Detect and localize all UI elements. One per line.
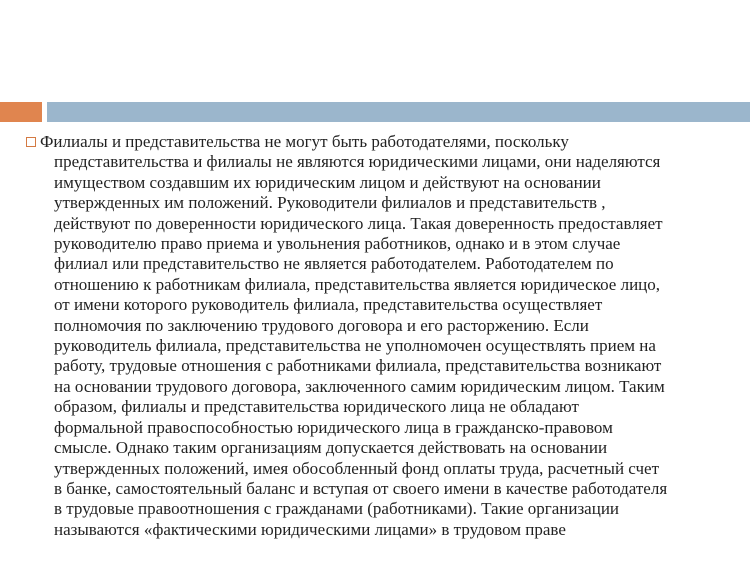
- paragraph-line: руководитель филиала, представительства не уполномочен осуществлять прием на: [54, 336, 656, 356]
- paragraph-line: смысле. Однако таким организациям допускается действовать на основании: [54, 438, 608, 458]
- paragraph-line: филиал или представительство не является работодателем. Работодателем по: [54, 254, 614, 274]
- paragraph-line: руководителю право приема и увольнения работников, однако и в этом случае: [54, 234, 621, 254]
- paragraph-line: действуют по доверенности юридического лица. Такая доверенность предоставляет: [54, 213, 663, 233]
- paragraph-line: Филиалы и представительства не могут быть работодателями, поскольку: [40, 132, 569, 151]
- paragraph-line: утвержденных положений, имея обособленный фонд оплаты труда, расчетный счет: [54, 458, 660, 478]
- paragraph-line: отношению к работникам филиала, представительства является юридическое лицо,: [54, 274, 661, 294]
- accent-bar-blue: [47, 102, 750, 122]
- paragraph-line: имуществом создавшим их юридическим лицом и действуют на основании: [54, 172, 601, 192]
- slide-content: [26, 132, 740, 540]
- paragraph-line: образом, филиалы и представительства юридического лица не обладают: [54, 397, 579, 417]
- paragraph-line: формальной правоспособностью юридического лица в гражданско-правовом: [54, 417, 613, 437]
- hollow-square-bullet-icon: [26, 137, 36, 147]
- paragraph: [26, 132, 740, 540]
- paragraph-line: представительства и филиалы не являются юридическими лицами, они наделяются: [54, 152, 661, 172]
- paragraph-line: называются «фактическими юридическими лицами» в трудовом праве: [54, 519, 566, 539]
- paragraph-line: в банке, самостоятельный баланс и вступая от своего имени в качестве работодателя: [54, 478, 668, 498]
- paragraph-line: на основании трудового договора, заключенного самим юридическим лицом. Таким: [54, 376, 665, 396]
- paragraph-line: от имени которого руководитель филиала, представительства осуществляет: [54, 295, 603, 315]
- paragraph-line: утвержденных им положений. Руководители филиалов и представительств ,: [54, 193, 606, 213]
- accent-bar-orange: [0, 102, 42, 122]
- paragraph-line: полномочия по заключению трудового договора и его расторжению. Если: [54, 315, 589, 335]
- paragraph-line: в трудовые правоотношения с гражданами (работниками). Такие организации: [54, 499, 620, 519]
- paragraph-line: работу, трудовые отношения с работниками филиала, представительства возникают: [54, 356, 662, 376]
